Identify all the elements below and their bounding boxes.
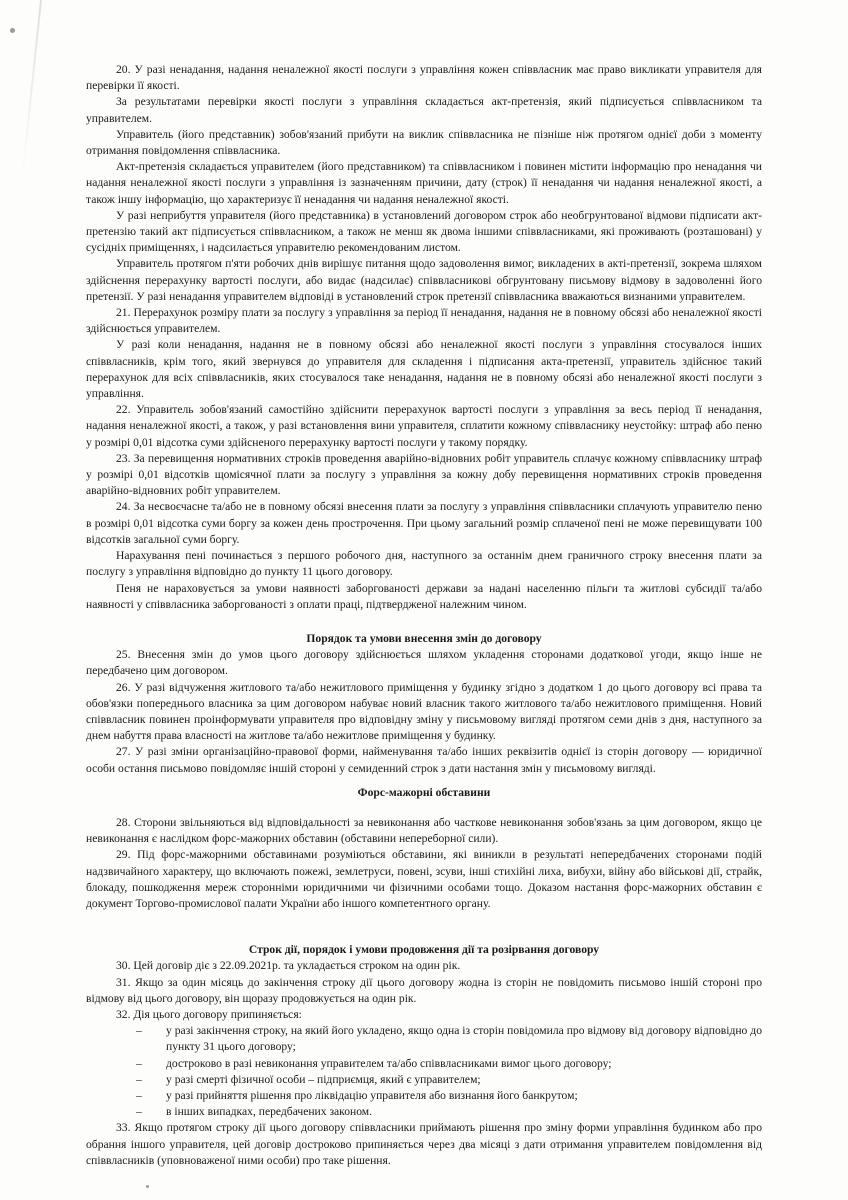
paragraph: 20. У разі ненадання, надання неналежної якості послуги з управління кожен співвласник має право викликати управителя для перевірки її якості. (86, 63, 762, 93)
scan-speck (10, 28, 15, 33)
paragraph: Пеня не нараховується за умови наявності заборгованості держави за надані населенню пільги та житлові субсидії та/або наявності у співвласника заборгованості з оплати праці, підтвердженої належним чином. (86, 581, 762, 611)
paragraph: 32. Дія цього договору припиняється: (116, 1007, 302, 1021)
paragraph: 28. Сторони звільняються від відповідальності за невиконання або часткове невиконання зобов'язань за цим договором, якщо це невиконання є наслідком форс-мажорних обставин (обставини непереборної сили). (86, 815, 762, 846)
list-item: – у разі прийняття рішення про ліквідацію управителя або визнання його банкрутом; (136, 1088, 762, 1104)
scan-speck (146, 1185, 149, 1188)
paragraph: 24. За несвоєчасне та/або не в повному обсязі внесення плати за послугу з управління співвласники сплачують управителю пеню в розмірі 0,01 відсотка суми боргу за кожен день прострочення. При цьому загальний розмір сплаченої пені не може перевищувати 100 відсотків загальної суми боргу. (86, 500, 762, 546)
paragraph: 21. Перерахунок розміру плати за послугу з управління за період її ненадання, надання не в повному обсязі або неналежної якості здійснюється управителем. (86, 306, 762, 336)
paragraph: Управитель (його представник) зобов'язаний прибути на виклик співвласника не пізніше ніж протягом однієї доби з моменту отримання повідомлення співвласника. (86, 127, 762, 158)
paragraph: Нарахування пені починається з першого робочого дня, наступного за останнім днем граничного строку внесення плати за послугу з управління відповідно до пункту 11 цього договору. (86, 549, 762, 579)
paragraph: Акт-претензія складається управителем (його представником) та співвласником і повинен містити інформацію про ненадання чи надання неналежної якості послуги з управління із зазначенням причини, дату (строк) її ненадання чи надання неналежної якості, а також іншу інформацію, що характеризує її ненадання чи надання неналежної якості. (86, 160, 762, 206)
paragraph: 26. У разі відчуження житлового та/або нежитлового приміщення у будинку згідно з додатком 1 до цього договору всі права та обов'язки попереднього власника за цим договором набуває новий власник такого житлового та/або нежитлового приміщення. Новий співвласник повинен проінформувати управителя про відповідну зміну у письмовому вигляді протягом семи днів з дня, наступного за днем набуття права власності на житлове та/або нежитлове приміщення у будинку. (86, 680, 762, 743)
section-force-majeure (86, 785, 762, 912)
list-item: – у разі смерті фізичної особи – підприємця, який є управителем; (136, 1072, 762, 1088)
paragraph: 27. У разі зміни організаційно-правової форми, найменування та/або інших реквізитів однієї із сторін договору — юридичної особи остання письмово повідомляє іншій стороні у семиденний строк з дати настання змін у письмовому вигляді. (86, 745, 762, 775)
section-amendments (86, 631, 762, 777)
paragraph: 23. За перевищення нормативних строків проведення аварійно-відновних робіт управитель сплачує кожному співвласнику штраф у розмірі 0,01 відсотків щомісячної плати за послугу з управління за кожну добу перевищення нормативних строків проведення аварійно-відновних робіт управителем. (86, 451, 762, 498)
document-body (86, 62, 762, 1169)
paragraph: 33. Якщо протягом строку дії цього договору співвласники приймають рішення про зміну форми управління будинком або про обрання іншого управителя, цей договір достроково припиняється через два місяці з дати отримання управителем повідомлення від співвласників (уповноваженої ними особи) про таке рішення. (86, 1121, 762, 1167)
paragraph: Управитель протягом п'яти робочих днів вирішує питання щодо задоволення вимог, викладених в акті-претензії, зокрема шляхом здійснення перерахунку вартості послуги, або видає (надсилає) співвласникові обгрунтовану письмову відмову в задоволенні його претензії. У разі ненадання управителем відповіді в установлений строк претензії співвласника вважаються визнаними управителем. (86, 257, 762, 303)
section-intro (86, 62, 762, 613)
paragraph: За результатами перевірки якості послуги з управління складається акт-претензія, який підписується співвласником та управителем. (86, 95, 762, 125)
section-heading: Порядок та умови внесення змін до договору (306, 631, 542, 645)
paragraph: 31. Якщо за один місяць до закінчення строку дії цього договору жодна із сторін не повідомить письмово іншій стороні про відмову від цього договору, він щоразу продовжується на один рік. (86, 975, 762, 1005)
paragraph: У разі неприбуття управителя (його представника) в установлений договором строк або необгрунтованої відмови підписати акт-претензію такий акт підписується співвласником, а також не менш як двома іншими співвласниками, які проживають (розташовані) у сусідніх приміщеннях, і надсилається управителю рекомендованим листом. (86, 208, 762, 255)
paragraph: 30. Цей договір діє з 22.09.2021р. та укладається строком на один рік. (116, 959, 461, 973)
paragraph: 29. Під форс-мажорними обставинами розуміються обставини, які виникли в результаті непередбачених сторонами подій надзвичайного характеру, що включають пожежі, землетруси, повені, зсуви, інші стихійні лиха, вибухи, війну або військові дії, страйк, блокаду, пошкодження мереж сторонніми юридичними чи фізичними особами тощо. Доказом настання форс-мажорних обставин є документ Торгово-промислової палати України або іншого компетентного органу. (86, 848, 762, 910)
section-term (86, 942, 762, 1169)
section-heading: Форс-мажорні обставини (357, 785, 491, 799)
section-heading: Строк дії, порядок і умови продовження дії та розірвання договору (248, 943, 600, 957)
paragraph: 25. Внесення змін до умов цього договору здійснюється шляхом укладення сторонами додаткової угоди, якщо інше не передбачено цим договором. (86, 648, 762, 678)
list-item: – в інших випадках, передбачених законом. (136, 1104, 762, 1120)
paragraph: 22. Управитель зобов'язаний самостійно здійснити перерахунок вартості послуги з управління за весь період її ненадання, надання неналежної якості, а також, у разі встановлення вини управителя, сплатити кожному співвласнику неустойку: штраф або пеню у розмірі 0,01 відсотка суми здійсненого перерахунку вартості послуги у такому порядку. (86, 403, 762, 449)
page-fold-shadow (21, 0, 42, 179)
termination-list (86, 1023, 762, 1120)
paragraph: У разі коли ненадання, надання не в повному обсязі або неналежної якості послуги з управління стосувалося інших співвласників, крім того, який звернувся до управителя для складення і підписання акта-претензії, управитель здійснює такий перерахунок для всіх співвласників, яких стосувалося таке ненадання, надання не в повному обсязі або неналежної якості послуги з управління. (86, 338, 762, 401)
list-item: – достроково в разі невиконання управителем та/або співвласниками вимог цього договору; (136, 1056, 762, 1072)
list-item: – у разі закінчення строку, на який його укладено, якщо одна із сторін повідомила про відмову від договору відповідно до пункту 31 цього договору; (136, 1023, 762, 1055)
